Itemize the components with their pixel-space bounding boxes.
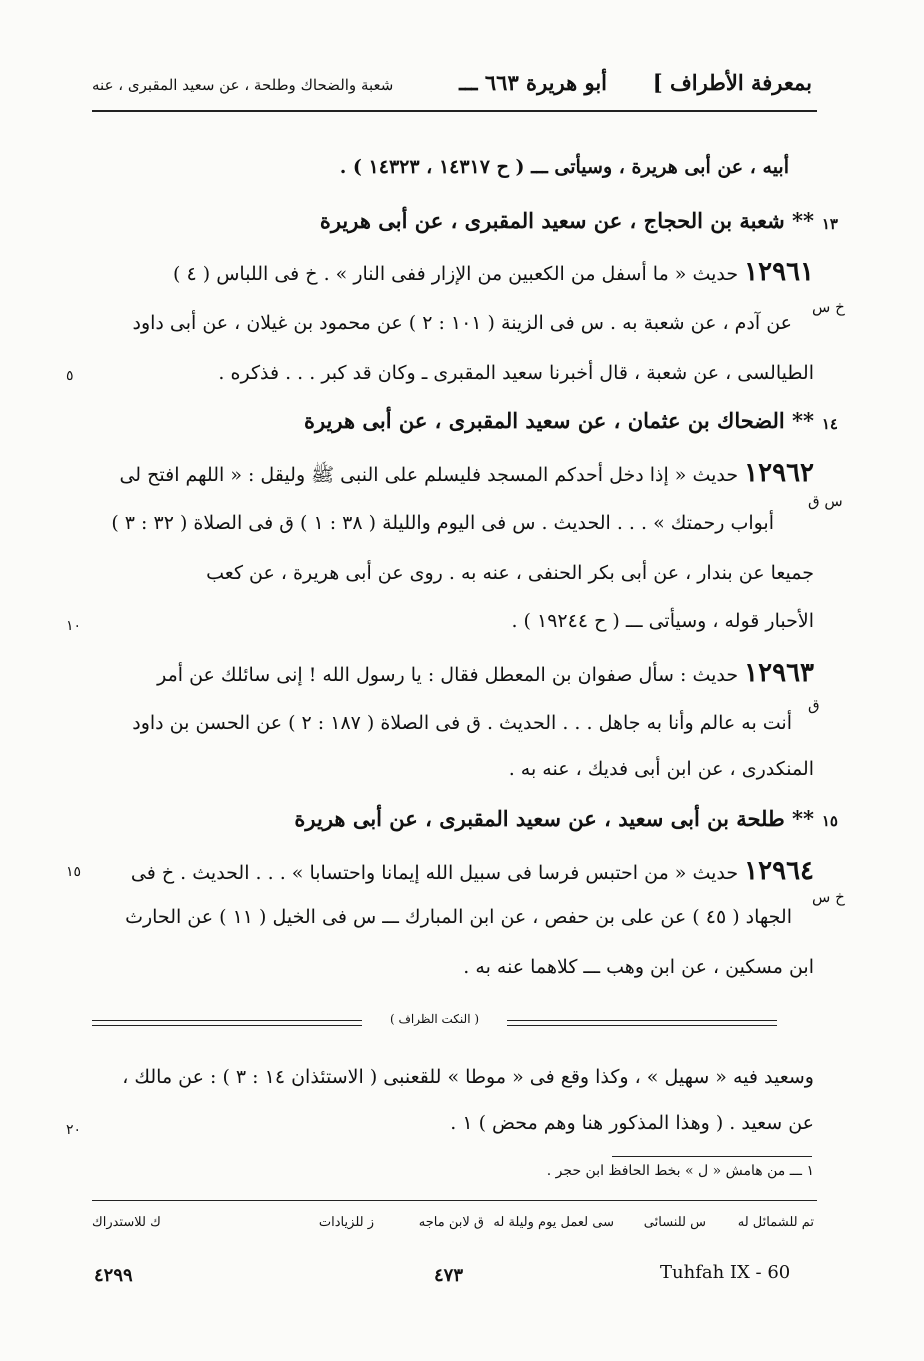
- legend-nasai: س للنسائى: [643, 1215, 706, 1230]
- hadith-12962-line-3: جميعا عن بندار ، عن أبى بكر الحنفى ، عنه به . روى عن أبى هريرة ، عن كعب: [206, 562, 814, 584]
- line-number-20: ٢٠: [66, 1122, 82, 1138]
- sigla-legend: [92, 1215, 814, 1239]
- line-number-15: ١٥: [66, 864, 82, 880]
- hadith-12964-line-2: الجهاد ( ٤٥ ) عن على بن حفص ، عن ابن المبارك ـــ س فى الخيل ( ١١ ) عن الحارث: [125, 906, 792, 928]
- hadith-12963: [157, 658, 814, 688]
- hadith-number: ١٢٩٦٤: [744, 856, 814, 886]
- footer-series: Tuhfah IX - 60: [660, 1262, 791, 1283]
- hadith-number: ١٢٩٦١: [744, 257, 814, 287]
- page-number: ٤٧٣: [434, 1265, 464, 1286]
- hadith-12961-line-2: عن آدم ، عن شعبة به . س فى الزينة ( ١٠١ : ٢ ) عن محمود بن غيلان ، عن أبى داود: [132, 312, 792, 334]
- hadith-12963-line-3: المنكدرى ، عن ابن أبى فديك ، عنه به .: [508, 758, 814, 780]
- legend-istidrak: ك للاستدراك: [92, 1215, 161, 1230]
- divider-bar-right: [507, 1020, 777, 1026]
- nukat-divider: [92, 1012, 777, 1036]
- footnote-rule: [612, 1156, 812, 1157]
- running-header: [92, 70, 812, 106]
- hadith-text: حديث « إذا دخل أحدكم المسجد فليسلم على النبى ﷺ وليقل : « اللهم افتح لى: [119, 464, 739, 486]
- nukat-line-1: وسعيد فيه « سهيل » ، وكذا وقع فى « موطا » للقعنبى ( الاستئذان ١٤ : ٣ ) : عن مالك ،: [122, 1066, 814, 1088]
- legend-rule: [92, 1200, 817, 1201]
- section-number-15: ١٥: [821, 812, 838, 830]
- section-heading-dahhak: ** الضحاك بن عثمان ، عن سعيد المقبرى ، عن أبى هريرة: [303, 408, 814, 433]
- hadith-12961: [173, 257, 814, 287]
- section-number-13: ١٣: [821, 215, 838, 233]
- hadith-12964: [131, 856, 814, 886]
- sigla-12964: خ س: [812, 888, 845, 906]
- hadith-12961-line-3: الطيالسى ، عن شعبة ، قال أخبرنا سعيد المقبرى ـ وكان قد كبر . . . فذكره .: [218, 362, 814, 384]
- section-heading-shuba: ** شعبة بن الحجاج ، عن سعيد المقبرى ، عن أبى هريرة: [319, 208, 814, 233]
- header-left: شعبة والضحاك وطلحة ، عن سعيد المقبرى ، عنه: [92, 76, 394, 94]
- footnote: ١ ـــ من هامش « ل » بخط الحافظ ابن حجر .: [546, 1163, 814, 1179]
- divider-label: ( النكت الظراف ): [389, 1012, 480, 1026]
- header-right: بمعرفة الأطراف ]: [652, 70, 812, 95]
- footer-left-number: ٤٢٩٩: [94, 1265, 133, 1286]
- hadith-12962-line-4: الأحبار قوله ، وسيأتى ـــ ( ح ١٩٢٤٤ ) .: [511, 610, 814, 632]
- hadith-12962: [119, 458, 814, 491]
- divider-bar-left: [92, 1020, 362, 1026]
- hadith-number: ١٢٩٦٣: [744, 658, 814, 688]
- legend-ziyadat: ز للزيادات: [318, 1215, 374, 1230]
- text-line-1: أبيه ، عن أبى هريرة ، وسيأتى ـــ ( ح ١٤٣١٧ ، ١٤٣٢٣ ) .: [339, 156, 789, 178]
- section-number-14: ١٤: [821, 415, 838, 433]
- hadith-number: ١٢٩٦٢: [744, 458, 814, 488]
- sigla-12961: خ س: [812, 298, 845, 316]
- section-heading-talha: ** طلحة بن أبى سعيد ، عن سعيد المقبرى ، عن أبى هريرة: [294, 806, 814, 831]
- hadith-text: حديث « من احتبس فرسا فى سبيل الله إيمانا واحتسابا » . . . الحديث . خ فى: [130, 862, 739, 884]
- hadith-text: حديث « ما أسفل من الكعبين من الإزار ففى النار » . خ فى اللباس ( ٤ ): [173, 263, 739, 285]
- sigla-12963: ق: [808, 696, 820, 714]
- header-rule: [92, 110, 817, 112]
- header-center: أبو هريرة ٦٦٣ ـــ: [459, 70, 607, 95]
- hadith-12963-line-2: أنت به عالم وأنا به جاهل . . . الحديث . ق فى الصلاة ( ١٨٧ : ٢ ) عن الحسن بن داود: [132, 712, 792, 734]
- legend-shamail: تم للشمائل له: [737, 1215, 814, 1230]
- line-number-5: ٥: [66, 368, 74, 384]
- hadith-12964-line-3: ابن مسكين ، عن ابن وهب ـــ كلاهما عنه به .: [463, 956, 814, 978]
- legend-amal-yawm: سى لعمل يوم وليلة له: [493, 1215, 614, 1230]
- hadith-12962-line-2: أبواب رحمتك » . . . الحديث . س فى اليوم والليلة ( ٣٨ : ١ ) ق فى الصلاة ( ٣٢ : ٣ ): [111, 512, 774, 534]
- hadith-text: حديث : سأل صفوان بن المعطل فقال : يا رسول الله ! إنى سائلك عن أمر: [157, 664, 739, 686]
- nukat-line-2: عن سعيد . ( وهذا المذكور هنا وهم محض ) ١ .: [450, 1112, 814, 1134]
- sigla-12962: س ق: [808, 492, 843, 510]
- line-number-10: ١٠: [66, 618, 82, 634]
- legend-ibn-majah: ق لابن ماجه: [418, 1215, 484, 1230]
